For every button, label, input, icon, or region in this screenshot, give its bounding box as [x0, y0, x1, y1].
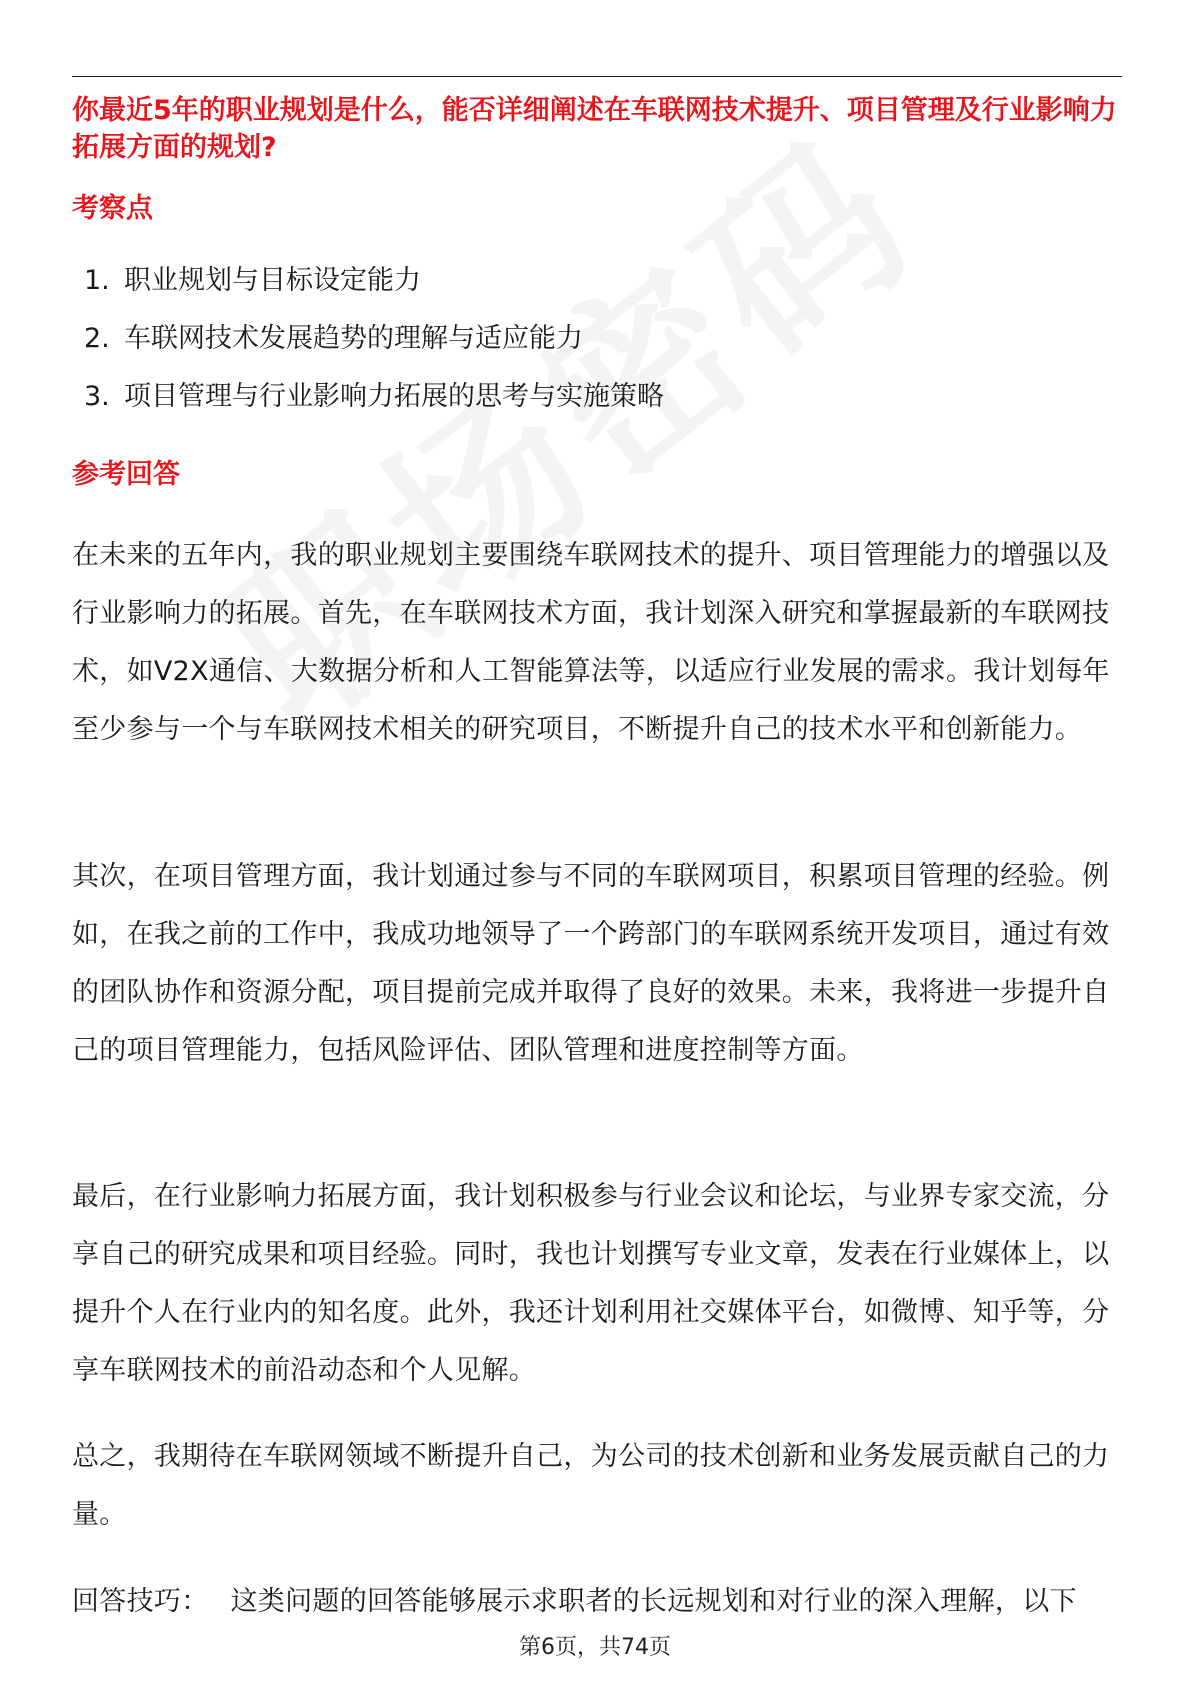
- page-number: 第6页，共74页: [519, 1635, 671, 1660]
- tip-text: 这类问题的回答能够展示求职者的长远规划和对行业的深入理解，以下: [230, 1586, 1077, 1617]
- answer-paragraph: 最后，在行业影响力拓展方面，我计划积极参与行业会议和论坛，与业界专家交流，分享自己的研究成果和项目经验。同时，我也计划撰写专业文章，发表在行业媒体上，以提升个人在行业内的知名度。此外，我还计划利用社交媒体平台，如微博、知乎等，分享车联网技术的前沿动态和个人见解。: [72, 1181, 1110, 1386]
- answer-heading: 参考回答: [72, 459, 180, 490]
- answer-paragraph: 总之，我期待在车联网领域不断提升自己，为公司的技术创新和业务发展贡献自己的力量。: [72, 1441, 1110, 1530]
- list-number: 2.: [84, 323, 110, 354]
- list-number: 3.: [84, 381, 110, 412]
- answer-paragraph: 其次，在项目管理方面，我计划通过参与不同的车联网项目，积累项目管理的经验。例如，在我之前的工作中，我成功地领导了一个跨部门的车联网系统开发项目，通过有效的团队协作和资源分配，项目提前完成并取得了良好的效果。未来，我将进一步提升自己的项目管理能力，包括风险评估、团队管理和进度控制等方面。: [72, 861, 1110, 1066]
- list-item: [84, 322, 664, 380]
- answer-tip: [72, 1573, 1122, 1631]
- list-item: [84, 380, 664, 438]
- list-number: 1.: [84, 265, 110, 296]
- exam-points-heading: 考察点: [72, 193, 153, 224]
- answer-paragraph: 在未来的五年内，我的职业规划主要围绕车联网技术的提升、项目管理能力的增强以及行业影响力的拓展。首先，在车联网技术方面，我计划深入研究和掌握最新的车联网技术，如V2X通信、大数据分析和人工智能算法等，以适应行业发展的需求。我计划每年至少参与一个与车联网技术相关的研究项目，不断提升自己的技术水平和创新能力。: [72, 540, 1110, 745]
- list-item: [84, 264, 664, 322]
- exam-points-list: [84, 264, 664, 438]
- question-title: 你最近5年的职业规划是什么，能否详细阐述在车联网技术提升、项目管理及行业影响力拓展方面的规划?: [72, 95, 1117, 163]
- list-text: 职业规划与目标设定能力: [124, 265, 421, 296]
- tip-label: 回答技巧：: [72, 1586, 209, 1617]
- list-text: 项目管理与行业影响力拓展的思考与实施策略: [124, 381, 664, 412]
- top-divider: [72, 76, 1122, 77]
- list-text: 车联网技术发展趋势的理解与适应能力: [124, 323, 583, 354]
